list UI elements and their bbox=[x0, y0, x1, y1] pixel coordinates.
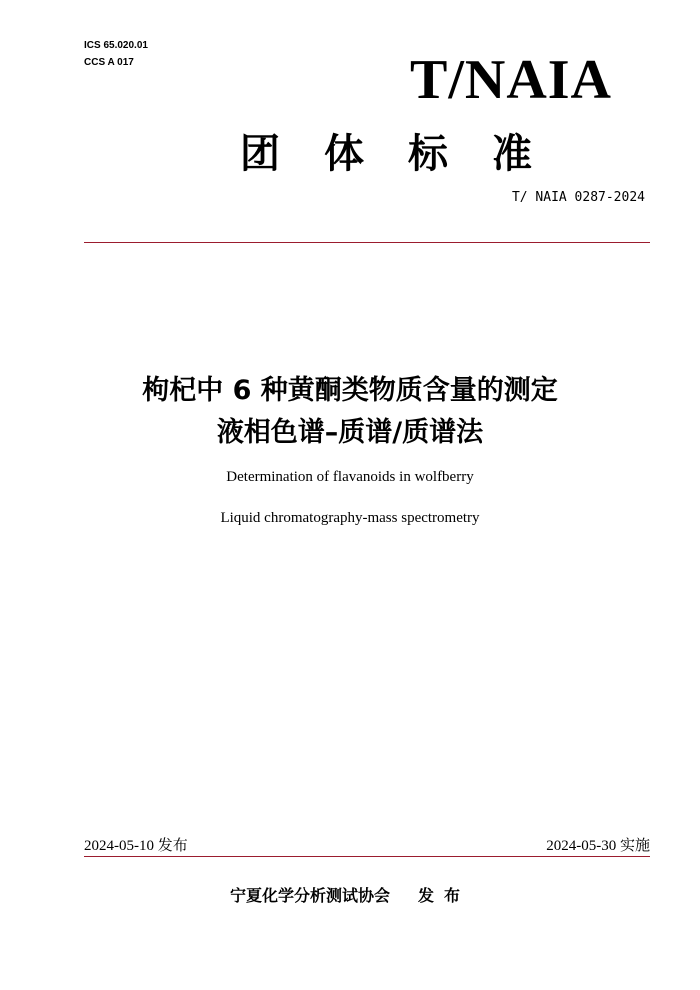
issuer-line bbox=[0, 884, 700, 908]
standard-brand: T/NAIA bbox=[409, 49, 612, 111]
bottom-divider bbox=[84, 856, 650, 857]
standard-number: T/ NAIA 0287-2024 bbox=[511, 190, 645, 205]
title-chinese-line2: 液相色谱–质谱/质谱法 bbox=[216, 417, 484, 448]
ics-code: ICS 65.020.01 bbox=[84, 40, 148, 51]
top-divider bbox=[84, 242, 650, 243]
title-english-line2: Liquid chromatography-mass spectrometry bbox=[220, 510, 480, 526]
ccs-code: CCS A 017 bbox=[84, 57, 134, 68]
effective-date: 2024-05-30 实施 bbox=[546, 838, 650, 854]
title-english-line1: Determination of flavanoids in wolfberry bbox=[226, 469, 474, 485]
issuer-action: 发布 bbox=[418, 886, 471, 905]
issuer-name: 宁夏化学分析测试协会 bbox=[229, 886, 390, 905]
standard-type: 团体标准 bbox=[240, 131, 576, 177]
classification-codes bbox=[84, 37, 148, 71]
publish-date: 2024-05-10 发布 bbox=[84, 838, 188, 854]
title-chinese-line1: 枸杞中 6 种黄酮类物质含量的测定 bbox=[142, 375, 558, 406]
